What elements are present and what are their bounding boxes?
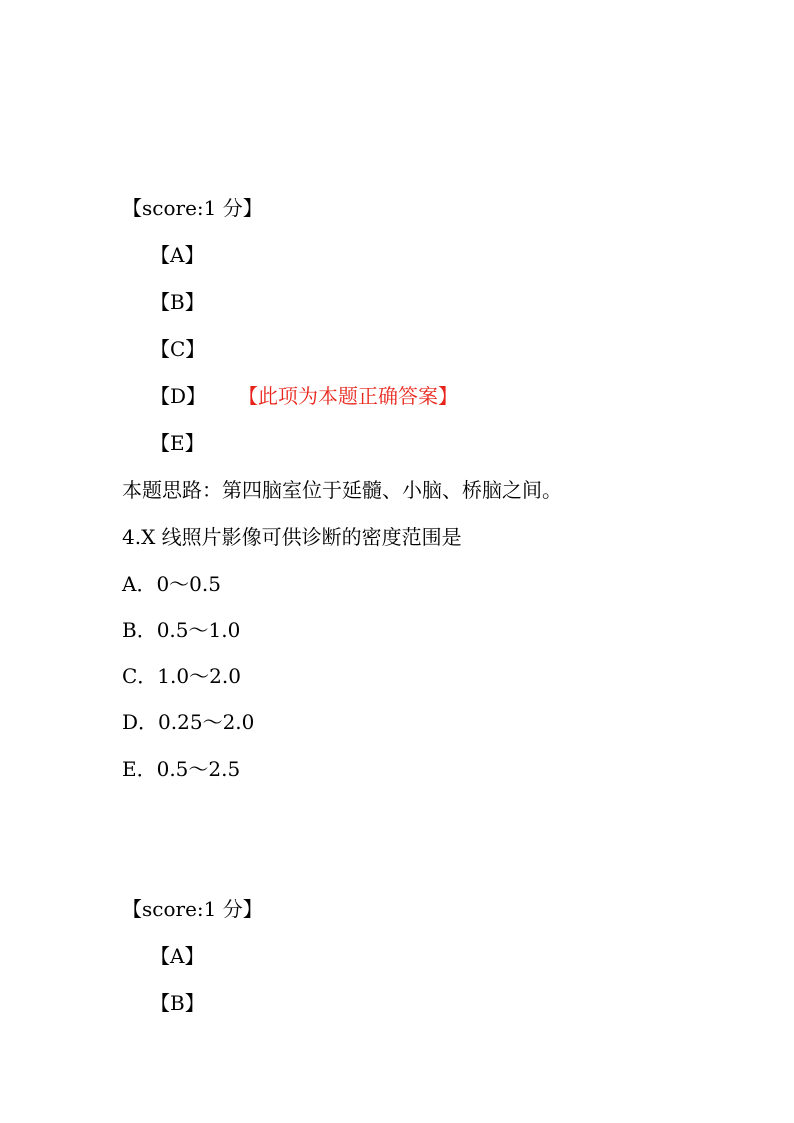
score-label: 【score:1 分】 — [122, 196, 263, 220]
choice-a: A．0～0.5 — [122, 572, 221, 596]
option-a: 【A】 — [150, 243, 205, 267]
question-stem: 4.X 线照片影像可供诊断的密度范围是 — [122, 525, 462, 549]
choice-e: E．0.5～2.5 — [122, 757, 241, 781]
correct-answer-marker: 【此项为本题正确答案】 — [248, 384, 459, 408]
option-e: 【E】 — [150, 431, 205, 455]
option-c: 【C】 — [150, 337, 206, 361]
option-d: 【D】 — [150, 384, 207, 408]
option-b: 【B】 — [150, 290, 205, 314]
option-d-row — [150, 384, 458, 408]
choice-d: D．0.25～2.0 — [122, 710, 255, 734]
explanation: 本题思路：第四脑室位于延髓、小脑、桥脑之间。 — [122, 478, 562, 502]
option-a-2: 【A】 — [150, 944, 205, 968]
choice-c: C．1.0～2.0 — [122, 664, 241, 688]
score-label-2: 【score:1 分】 — [122, 897, 263, 921]
choice-b: B．0.5～1.0 — [122, 618, 241, 642]
option-b-2: 【B】 — [150, 991, 205, 1015]
